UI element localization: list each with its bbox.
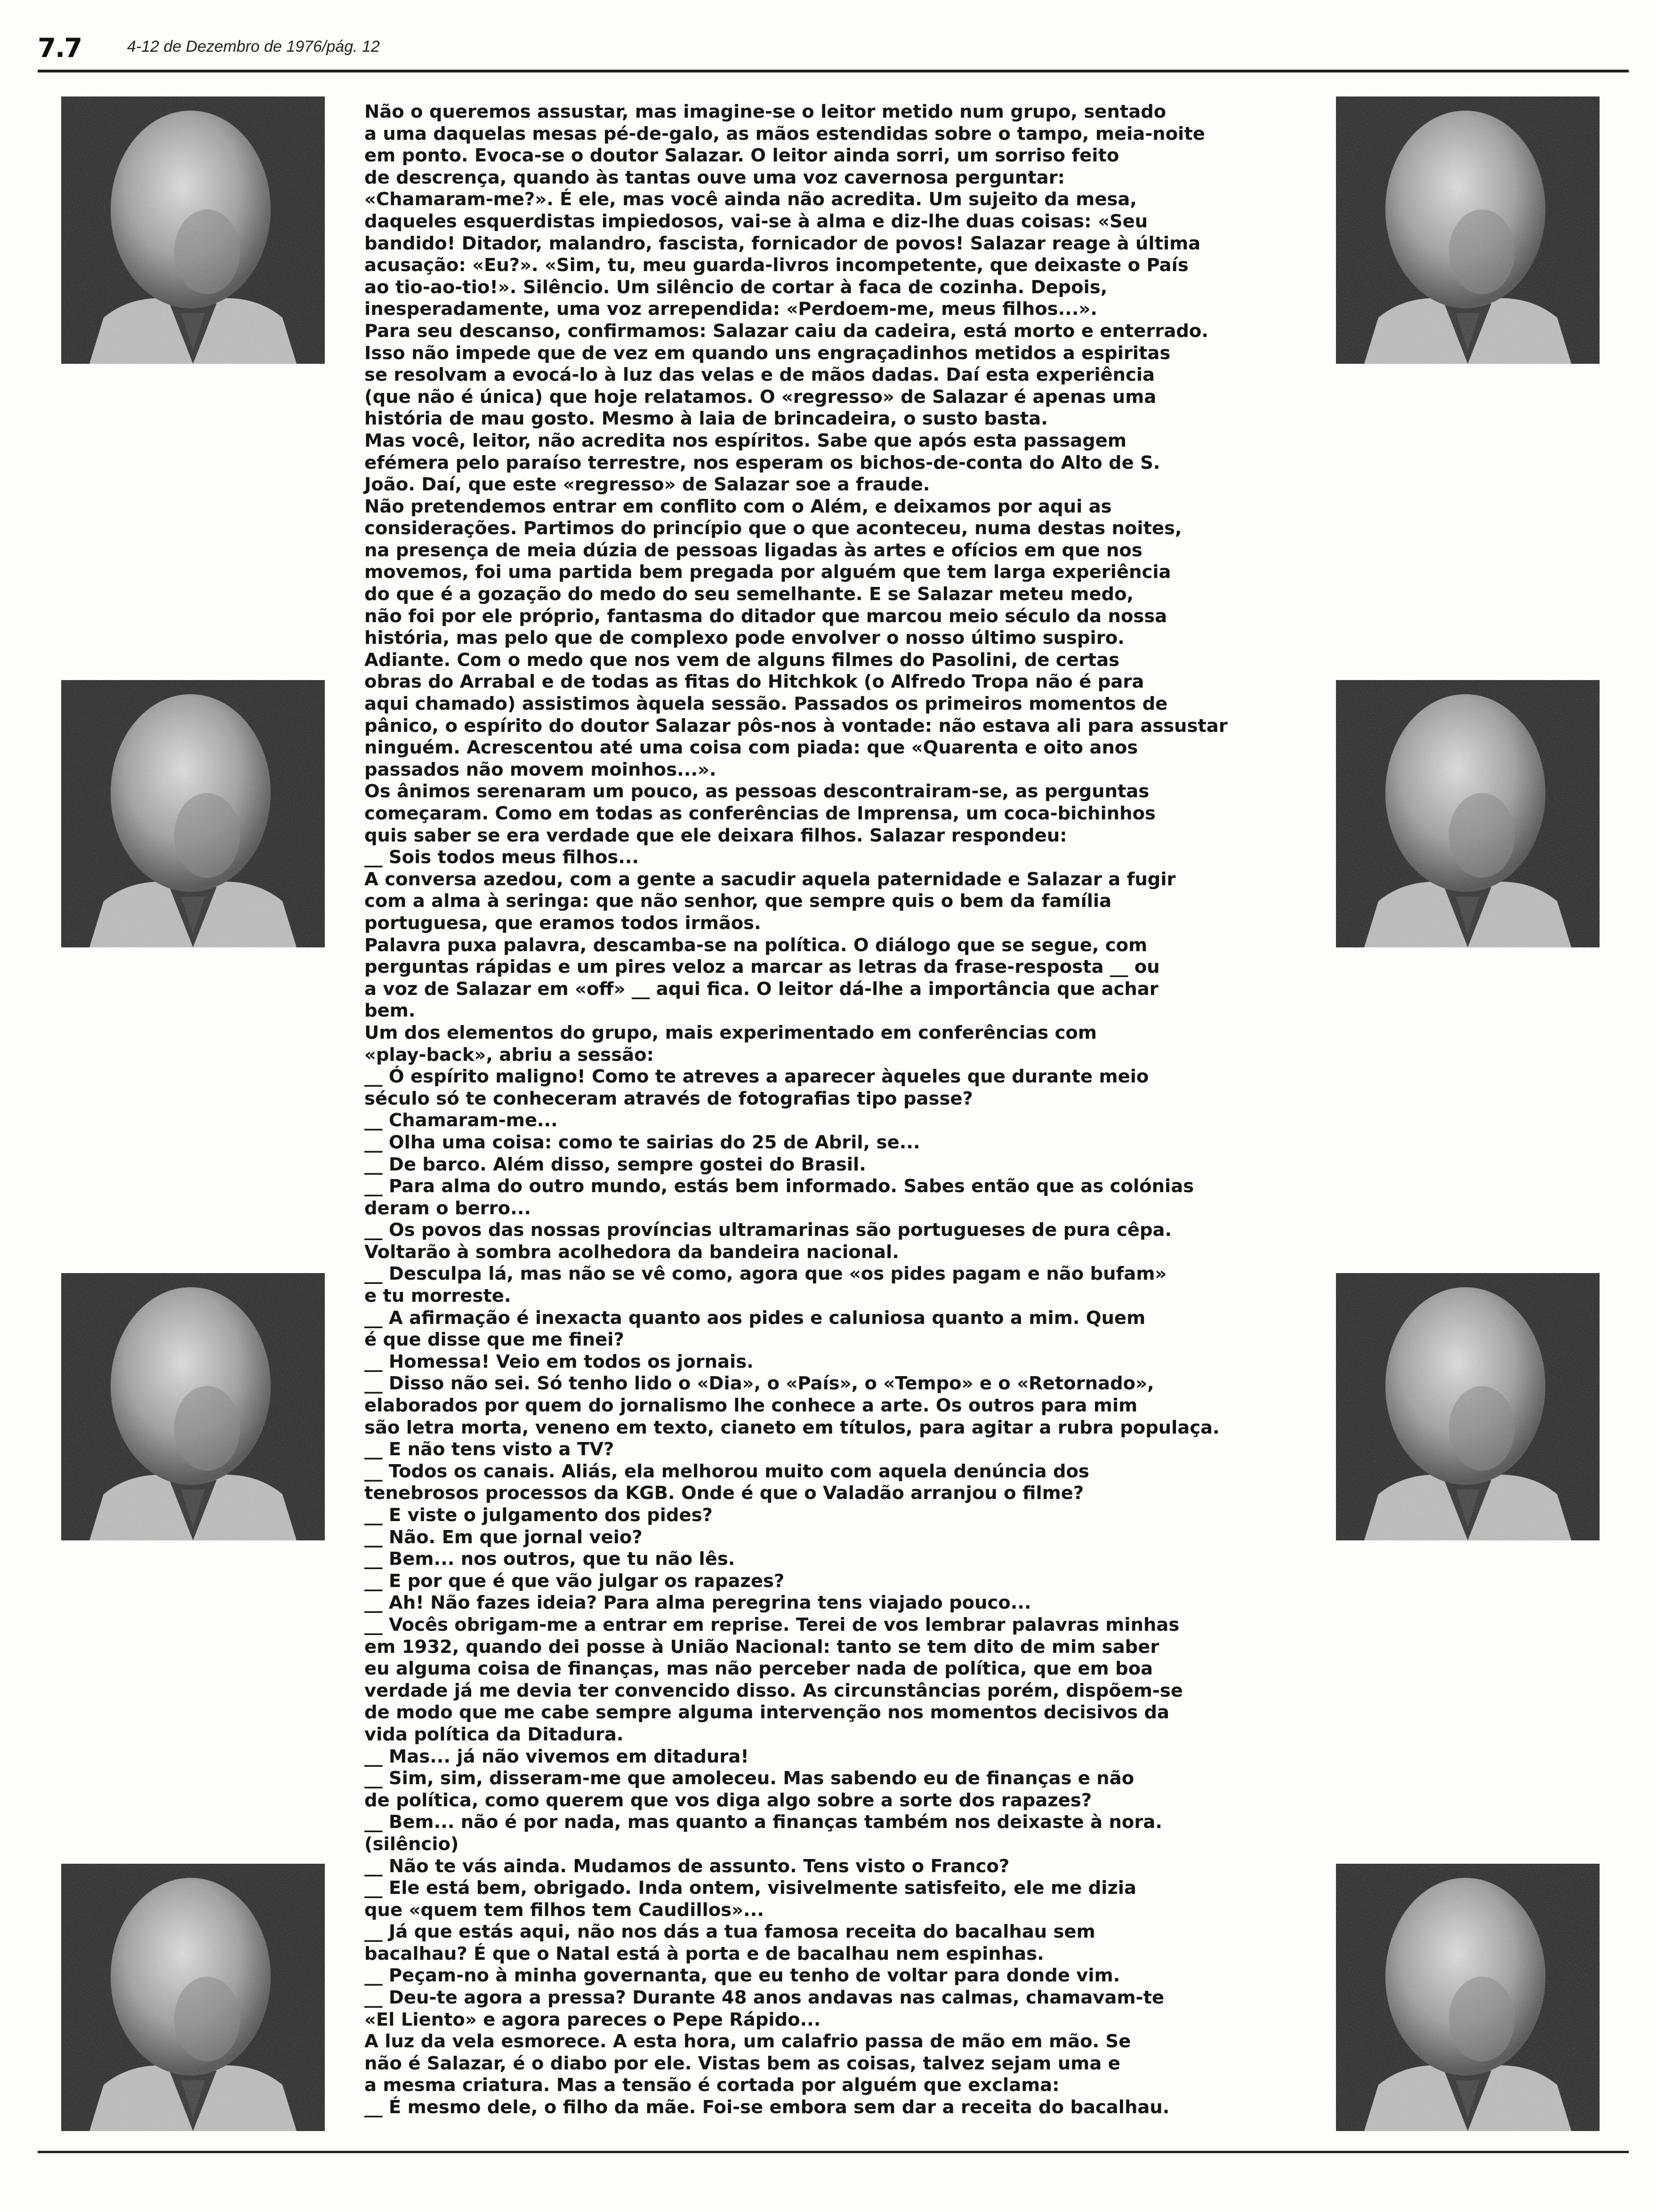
article-line: tenebrosos processos da KGB. Onde é que o Valadão arranjou o filme? <box>364 1483 1084 1504</box>
article-line: __ Disso não sei. Só tenho lido o «Dia», o «País», o «Tempo» e o «Retornado», <box>364 1373 1154 1395</box>
article-line: acusação: «Eu?». «Sim, tu, meu guarda-livros incompetente, que deixaste o País <box>364 255 1189 276</box>
article-line: __ Homessa! Veio em todos os jornais. <box>364 1351 754 1372</box>
article-line: efémera pelo paraíso terrestre, nos esperam os bichos-de-conta do Alto de S. <box>364 452 1160 473</box>
article-line: passados não movem moinhos...». <box>364 759 716 780</box>
article-line: a voz de Salazar em «off» __ aqui fica. O leitor dá-lhe a importância que achar <box>364 978 1158 1000</box>
article-line: em ponto. Evoca-se o doutor Salazar. O leitor ainda sorri, um sorriso feito <box>364 145 1119 167</box>
article-line: de modo que me cabe sempre alguma intervenção nos momentos decisivos da <box>364 1702 1170 1723</box>
article-line: «Chamaram-me?». É ele, mas você ainda não acredita. Um sujeito da mesa, <box>364 189 1137 210</box>
article-line: Não o queremos assustar, mas imagine-se o leitor metido num grupo, sentado <box>364 101 1166 122</box>
article-line: __ Todos os canais. Aliás, ela melhorou muito com aquela denúncia dos <box>364 1460 1089 1482</box>
article-line: __ Deu-te agora a pressa? Durante 48 anos andavas nas calmas, chamavam-te <box>364 1987 1165 2009</box>
article-line: de descrença, quando às tantas ouve uma voz cavernosa perguntar: <box>364 167 1065 188</box>
salazar-portrait <box>1336 1273 1600 1540</box>
article-line: verdade já me devia ter convencido disso. As circunstâncias porém, dispõem-se <box>364 1680 1183 1701</box>
article-line: __ E não tens visto a TV? <box>364 1439 614 1460</box>
article-line: «play-back», abriu a sessão: <box>364 1044 654 1066</box>
article-line: __ Ó espírito maligno! Como te atreves a aparecer àqueles que durante meio <box>364 1066 1149 1088</box>
article-line: __ A afirmação é inexacta quanto aos pides e caluniosa quanto a mim. Quem <box>364 1307 1146 1329</box>
article-line: bacalhau? É que o Natal está à porta e de bacalhau nem espinhas. <box>364 1943 1044 1964</box>
article-line: «El Liento» e agora pareces o Pepe Rápido... <box>364 2009 821 2030</box>
article-line: daqueles esquerdistas impiedosos, vai-se à alma e diz-lhe duas coisas: «Seu <box>364 210 1148 232</box>
publication-logo: 7.7 <box>38 33 82 64</box>
salazar-portrait <box>61 1864 325 2131</box>
article-line: e tu morreste. <box>364 1285 511 1307</box>
article-line: Adiante. Com o medo que nos vem de alguns filmes do Pasolini, de certas <box>364 649 1120 671</box>
salazar-portrait <box>61 680 325 947</box>
article-line: __ Sim, sim, disseram-me que amoleceu. Mas sabendo eu de finanças e não <box>364 1768 1134 1789</box>
article-line: Mas você, leitor, não acredita nos espíritos. Sabe que após esta passagem <box>364 430 1126 451</box>
article-body <box>364 101 1287 2134</box>
salazar-portrait <box>1336 1864 1600 2131</box>
article-line: não é Salazar, é o diabo por ele. Vistas bem as coisas, talvez sejam uma e <box>364 2052 1120 2074</box>
article-line: __ E por que é que vão julgar os rapazes? <box>364 1570 785 1592</box>
article-line: __ Chamaram-me... <box>364 1110 558 1131</box>
article-line: de política, como querem que vos diga algo sobre a sorte dos rapazes? <box>364 1789 1092 1811</box>
article-line: __ Ele está bem, obrigado. Inda ontem, visivelmente satisfeito, ele me dizia <box>364 1877 1137 1899</box>
article-line: __ Para alma do outro mundo, estás bem informado. Sabes então que as colónias <box>364 1176 1194 1197</box>
article-line: história, mas pelo que de complexo pode envolver o nosso último suspiro. <box>364 627 1125 649</box>
article-line: quis saber se era verdade que ele deixara filhos. Salazar respondeu: <box>364 825 1067 846</box>
article-line: __ Mas... já não vivemos em ditadura! <box>364 1746 749 1767</box>
article-line: na presença de meia dúzia de pessoas ligadas às artes e ofícios em que nos <box>364 539 1142 561</box>
article-line: Isso não impede que de vez em quando uns engraçadinhos metidos a espiritas <box>364 342 1171 364</box>
article-line: século só te conheceram através de fotografias tipo passe? <box>364 1088 973 1109</box>
page-header <box>38 29 1629 62</box>
article-line: (silêncio) <box>364 1833 459 1855</box>
article-line: __ Ah! Não fazes ideia? Para alma peregrina tens viajado pouco... <box>364 1592 1031 1614</box>
salazar-portrait <box>61 96 325 364</box>
article-line: elaborados por quem do jornalismo lhe conhece a arte. Os outros para mim <box>364 1395 1138 1417</box>
article-line: __ Não. Em que jornal veio? <box>364 1526 643 1548</box>
article-line: que «quem tem filhos tem Caudillos»... <box>364 1899 764 1921</box>
article-line: __ De barco. Além disso, sempre gostei do Brasil. <box>364 1154 866 1175</box>
article-line: perguntas rápidas e um pires veloz a marcar as letras da frase-resposta __ ou <box>364 956 1160 978</box>
article-line: __ Não te vás ainda. Mudamos de assunto. Tens visto o Franco? <box>364 1855 1010 1877</box>
article-line: ao tio-ao-tio!». Silêncio. Um silêncio de cortar à faca de cozinha. Depois, <box>364 276 1108 298</box>
article-line: vida política da Ditadura. <box>364 1723 624 1745</box>
article-line: se resolvam a evocá-lo à luz das velas e de mãos dadas. Daí esta experiência <box>364 364 1155 386</box>
article-line: Para seu descanso, confirmamos: Salazar caiu da cadeira, está morto e enterrado. <box>364 320 1208 342</box>
article-line: movemos, foi uma partida bem pregada por alguém que tem larga experiência <box>364 561 1171 583</box>
article-line: __ É mesmo dele, o filho da mãe. Foi-se embora sem dar a receita do bacalhau. <box>364 2097 1170 2118</box>
article-line: __ Bem... nos outros, que tu não lês. <box>364 1548 735 1570</box>
article-line: com a alma à seringa: que não senhor, que sempre quis o bem da família <box>364 890 1112 912</box>
salazar-portrait <box>1336 96 1600 364</box>
article-line: __ E viste o julgamento dos pides? <box>364 1505 713 1526</box>
article-line: a mesma criatura. Mas a tensão é cortada por alguém que exclama: <box>364 2075 1060 2096</box>
header-rule <box>38 70 1629 72</box>
article-line: história de mau gosto. Mesmo à laia de brincadeira, o susto basta. <box>364 408 1048 430</box>
article-line: Voltarão à sombra acolhedora da bandeira nacional. <box>364 1241 899 1263</box>
article-line: A luz da vela esmorece. A esta hora, um calafrio passa de mão em mão. Se <box>364 2031 1131 2052</box>
article-line: João. Daí, que este «regresso» de Salazar soe a fraude. <box>364 474 930 496</box>
article-line: são letra morta, veneno em texto, cianeto em títulos, para agitar a rubra populaça. <box>364 1417 1220 1438</box>
article-line: (que não é única) que hoje relatamos. O «regresso» de Salazar é apenas uma <box>364 386 1157 408</box>
footer-rule <box>38 2151 1629 2153</box>
article-line: __ Já que estás aqui, não nos dás a tua famosa receita do bacalhau sem <box>364 1921 1095 1943</box>
article-line: do que é a gozação do medo do seu semelhante. E se Salazar meteu medo, <box>364 584 1134 605</box>
article-line: bem. <box>364 1000 416 1022</box>
article-line: __ Os povos das nossas províncias ultramarinas são portugueses de pura cêpa. <box>364 1219 1172 1241</box>
article-line: a uma daquelas mesas pé-de-galo, as mãos estendidas sobre o tampo, meia-noite <box>364 123 1205 144</box>
article-line: não foi por ele próprio, fantasma do ditador que marcou meio século da nossa <box>364 605 1167 627</box>
salazar-portrait <box>1336 680 1600 947</box>
article-line: __ Sois todos meus filhos... <box>364 847 639 868</box>
article-line: obras do Arrabal e de todas as fitas do Hitchkok (o Alfredo Tropa não é para <box>364 671 1144 693</box>
salazar-portrait <box>61 1273 325 1540</box>
article-line: deram o berro... <box>364 1197 531 1219</box>
article-line: Palavra puxa palavra, descamba-se na política. O diálogo que se segue, com <box>364 934 1148 956</box>
article-line: Os ânimos serenaram um pouco, as pessoas descontrairam-se, as perguntas <box>364 781 1150 802</box>
article-line: aqui chamado) assistimos àquela sessão. Passados os primeiros momentos de <box>364 693 1168 715</box>
article-line: __ Peçam-no à minha governanta, que eu tenho de voltar para donde vim. <box>364 1965 1120 1987</box>
article-line: ninguém. Acrescentou até uma coisa com piada: que «Quarenta e oito anos <box>364 737 1138 759</box>
article-line: inesperadamente, uma voz arrependida: «Perdoem-me, meus filhos...». <box>364 298 1097 320</box>
article-line: __ Vocês obrigam-me a entrar em reprise. Terei de vos lembrar palavras minhas <box>364 1614 1180 1635</box>
article-line: eu alguma coisa de finanças, mas não perceber nada de política, que em boa <box>364 1658 1153 1680</box>
article-line: em 1932, quando dei posse à União Nacional: tanto se tem dito de mim saber <box>364 1636 1159 1658</box>
article-line: Um dos elementos do grupo, mais experimentado em conferências com <box>364 1022 1097 1043</box>
article-line: é que disse que me finei? <box>364 1329 624 1351</box>
article-line: Não pretendemos entrar em conflito com o Além, e deixamos por aqui as <box>364 496 1112 517</box>
article-line: __ Olha uma coisa: como te sairias do 25 de Abril, se... <box>364 1131 920 1153</box>
article-line: bandido! Ditador, malandro, fascista, fornicador de povos! Salazar reage à última <box>364 232 1201 254</box>
article-line: começaram. Como em todas as conferências de Imprensa, um coca-bichinhos <box>364 803 1156 824</box>
issue-date-page: 4-12 de Dezembro de 1976/pág. 12 <box>127 38 380 56</box>
article-line: __ Bem... não é por nada, mas quanto a finanças também nos deixaste à nora. <box>364 1811 1162 1833</box>
article-line: pânico, o espírito do doutor Salazar pôs-nos à vontade: não estava ali para assustar <box>364 715 1228 737</box>
article-line: __ Desculpa lá, mas não se vê como, agora que «os pides pagam e não bufam» <box>364 1263 1167 1285</box>
article-line: portuguesa, que eramos todos irmãos. <box>364 912 761 934</box>
article-line: A conversa azedou, com a gente a sacudir aquela paternidade e Salazar a fugir <box>364 868 1176 890</box>
article-line: considerações. Partimos do princípio que o que aconteceu, numa destas noites, <box>364 518 1182 539</box>
